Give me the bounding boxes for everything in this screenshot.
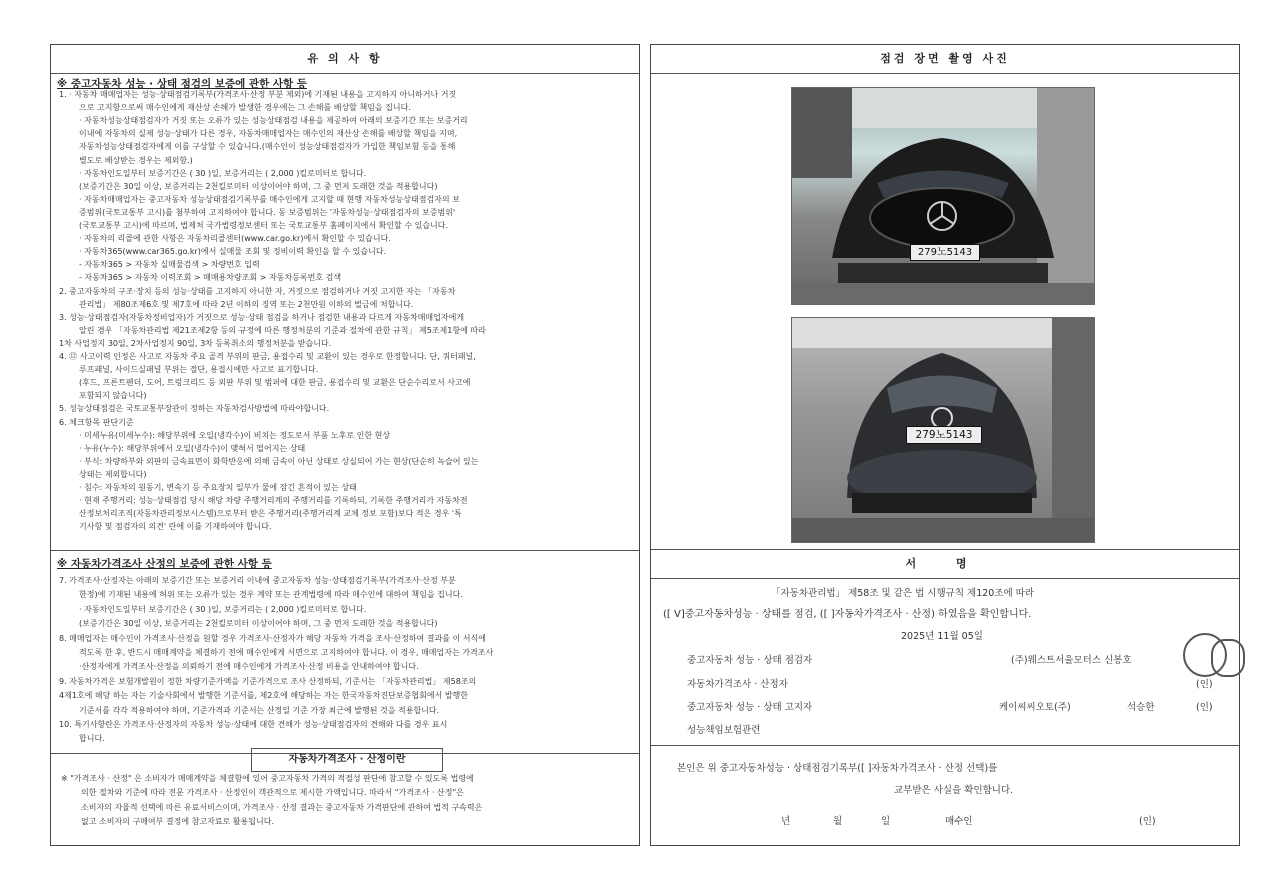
text-line: 기사항 및 점검자의 의견' 란에 이를 기재하여야 합니다. [79,522,272,532]
text-line: 5. 성능상태점검은 국토교통부장관이 정하는 자동차검사방법에 따라야합니다. [59,404,330,414]
law-reference: 「자동차관리법」 제58조 및 같은 법 시행규칙 제120조에 따라 [771,588,1035,599]
notice-header: 유 의 사 항 [51,45,639,74]
text-line: · 자동차인도일부터 보증기간은 ( 30 )일, 보증거리는 ( 2,000 )킬로미터로 합니다. [79,168,367,178]
text-line: · 누유(누수): 해당부위에서 오일(냉각수)이 맺혀서 떨어지는 상태 [79,443,306,453]
notifier-label: 중고자동차 성능 · 상태 고지자 [687,702,813,713]
text-line: 3. 성능·상태점검자(자동차정비업자)가 거짓으로 성능·상태 점검을 하거나 점검한 내용과 다르게 자동차매매업자에게 [59,312,465,322]
text-line: (후드, 프론트펜더, 도어, 트렁크리드 등 외판 부위 및 범퍼에 대한 판금, 용접수리 및 교환은 단순수리로서 사고에 [79,378,471,388]
front-inspection-photo [791,87,1095,305]
front-license-plate: 279노5143 [910,244,980,261]
appraiser-label: 자동차가격조사 · 산정자 [687,679,788,690]
text-line: · 자동차의 리콜에 관한 사항은 자동차리콜센터(www.car.go.kr)에서 확인할 수 있습니다. [79,234,391,244]
rear-license-plate: 279노5143 [906,426,982,444]
text-line: 이내에 자동차의 실제 성능·상태가 다른 경우, 자동차매매업자는 매수인의 재산상 손해를 배상할 책임을 지며, [79,129,458,139]
text-line: ※ "가격조사 · 산정" 은 소비자가 매매계약을 체결함에 있어 중고자동차 가격의 적절성 판단에 참고할 수 있도록 법령에 [61,774,474,783]
company-seal-icon [1211,639,1245,677]
text-line: 4. ⑫ 사고이력 인정은 사고로 자동차 주요 골격 부위의 판금, 용접수리 및 교환이 있는 경우로 한정합니다. 단, 쿼터패널, [59,352,476,361]
text-line: · 미세누유(미세누수): 해당부위에 오일(냉각수)이 비치는 정도로서 부품 노후로 인한 현상 [79,430,391,440]
text-line: 으로 고지함으로써 매수인에게 재산상 손해가 발생한 경우에는 그 손해를 배상할 책임을 집니다. [79,103,411,113]
text-line: (보증기간은 30일 이상, 보증거리는 2천킬로미터 이상이어야 하며, 그 중 먼저 도래한 것을 적용합니다) [79,619,438,629]
inspector-label: 중고자동차 성능 · 상태 점검자 [687,655,813,666]
text-line: 자동차성능상태점검자에게 이를 구상할 수 있습니다.(매수인이 성능상태점검자가 가입한 책임보험 등을 통해 [79,142,456,152]
text-line: · 자동차매매업자는 중고자동차 성능상태점검기록부를 매수인에게 고지할 때 현행 자동차성능상태점검자의 보 [79,194,460,204]
text-line: · 자동차성능상태점검자가 거짓 또는 오류가 있는 성능상태점검 내용을 제공하여 아래의 보증기간 또는 보증거리 [79,116,468,126]
text-line: 없고 소비자의 구매여부 결정에 참고자료로 활용됩니다. [81,816,274,826]
inspector-name: (주)웨스트서울모터스 신봉호 [1011,655,1132,666]
text-line: 9. 자동차가격은 보험개발원이 정한 차량기준가액을 기준가격으로 조사 산정하되, 기준서는 「자동차관리법」 제58조의 [59,676,477,686]
text-line: 1. · 자동차 매매업자는 성능·상태점검기록부(가격조사·산정 부분 제외)에 기재된 내용을 고지하지 아니하거나 거짓 [59,90,457,99]
appraiser-seal: (인) [1196,679,1213,690]
sign-date: 2025년 11월 05일 [901,631,983,642]
text-line: - 자동차365 > 자동차 실매물검색 > 차량번호 입력 [79,260,260,270]
text-line: 포함되지 않습니다) [79,391,147,401]
text-line: 알린 경우 「자동차관리법 제21조제2항 등의 규정에 따른 행정처분의 기준과 절차에 관한 규칙」 제5조제1항에 따라 [79,325,486,335]
buyer-label: 매수인 [945,816,973,827]
text-line: 8. 매매업자는 매수인이 가격조사·산정을 원할 경우 가격조사·산정자가 해당 자동차 가격을 조사·산정하여 결과를 이 서식에 [59,633,486,643]
receipt-year: 년 [781,816,791,827]
notifier-company: 케이씨씨오토(주) [999,702,1071,713]
text-line: 별도로 배상받는 경우는 제외함.) [79,155,193,165]
text-line: 상태는 제외합니다) [79,469,147,479]
text-line: 증범위(국토교통부 고시)를 첨부하여 고지하여야 합니다. 동 보증범위는 '자동차성능·상태점검자의 보증범위' [79,207,456,217]
inspection-warranty-title: ※ 중고자동차 성능 · 상태 점검의 보증에 관한 사항 등 [57,78,307,90]
price-appraisal-box-title: 자동차가격조사 · 산정이란 [251,748,443,772]
text-line: · 부식: 차량하부와 외판의 금속표면이 화학반응에 의해 금속이 아닌 상태로 상실되어 가는 현상(단순히 녹슬어 있는 [79,456,479,466]
rear-inspection-photo [791,317,1095,543]
notifier-seal: (인) [1196,702,1213,713]
text-line: 6. 체크항목 판단기준 [59,417,134,427]
text-line: · 현재 주행거리: 성능·상태점검 당시 해당 차량 주행거리계의 주행거리를 기록하되, 기록한 주행거리가 자동차전 [79,496,468,506]
receipt-day: 일 [881,816,891,827]
text-line: 소비자의 자율적 선택에 따른 유료서비스이며, 가격조사 · 산정 결과는 중고자동차 가격판단에 관하여 법적 구속력은 [81,802,483,812]
photo-header: 점검 장면 촬영 사진 [651,45,1239,74]
text-line: 2. 중고자동차의 구조·장치 등의 성능·상태를 고지하지 아니한 자, 거짓으로 점검하거나 거짓 고지한 자는 「자동차 [59,286,456,296]
text-line: 4제1호에 해당 하는 자는 기술사회에서 발행한 기준서를, 제2호에 해당하는 자는 한국자동차진단보증협회에서 발행한 [59,691,468,701]
text-line: (보증기간은 30일 이상, 보증거리는 2천킬로미터 이상이어야 하며, 그 중 먼저 도래한 것을 적용합니다) [79,181,438,191]
price-warranty-title: ※ 자동차가격조사 산정의 보증에 관한 사항 등 [57,558,272,570]
text-line: 의한 절차와 기준에 따라 전문 가격조사 · 산정인이 객관적으로 제시한 가액입니다. 따라서 "가격조사 · 산정"은 [81,788,464,798]
text-line: · 침수: 자동차의 원동기, 변속기 등 주요장치 일부가 물에 잠긴 흔적이 있는 상태 [79,483,357,492]
notifier-person: 석승한 [1127,702,1155,713]
text-line: 1차 사업정지 30일, 2차사업정지 90일, 3차 등록취소의 행정처분을 받습니다. [59,338,332,348]
receipt-statement-1: 본인은 위 중고자동차성능 · 상태점검기록부([ ]자동차가격조사 · 산정 선택)를 [677,763,998,774]
text-line: · 자동차365(www.car365.go.kr)에서 실매물 조회 및 정비이력 확인을 할 수 있습니다. [79,247,387,257]
receipt-statement-2: 교부받은 사실을 확인합니다. [894,785,1014,796]
text-line: 7. 가격조사·산정자는 아래의 보증기간 또는 보증거리 이내에 중고자동차 성능·상태점검기록부(가격조사·산정 부분 [59,576,456,585]
insurance-label: 성능책임보험관련 [687,725,761,736]
inspection-confirm: ([ V]중고자동차성능 · 상태를 점검, ([ ]자동차가격조사 · 산정) 하였음을 확인합니다. [663,609,1032,620]
text-line: 관리법」 제80조제6호 및 제7호에 따라 2년 이하의 징역 또는 2천만원 이하의 벌금에 처합니다. [79,299,414,309]
notice-panel [50,44,640,846]
text-line: 적도록 한 후, 반드시 매매계약을 체결하기 전에 매수인에게 서면으로 고지하여야 합니다. 이 경우, 매매업자는 가격조사 [79,648,494,657]
text-line: 10. 특기사항란은 가격조사·산정자의 자동차 성능·상태에 대한 견해가 성능·상태점검자의 견해와 다를 경우 표시 [59,720,448,729]
text-line: 산정보처리조직(자동차관리정보시스템)으로부터 받은 주행거리(주행거리계 교체 정보 포함)보다 적은 경우 '특 [79,509,462,519]
buyer-seal: (인) [1139,816,1156,827]
text-line: 합니다. [79,734,105,744]
text-line: ·산정자에게 가격조사·산정을 의뢰하기 전에 매수인에게 가격조사·산정 비용을 안내하여야 합니다. [79,662,419,672]
text-line: - 자동차365 > 자동차 이력조회 > 매매용차량조회 > 자동차등록번호 검색 [79,273,342,283]
receipt-month: 월 [833,816,843,827]
text-line: (국토교통부 고시)에 따르며, 법제처 국가법령정보센터 또는 국토교통부 홈페이지에서 확인할 수 있습니다. [79,221,449,230]
signature-header: 서 명 [651,550,1239,579]
photo-sign-panel [650,44,1240,846]
text-line: 기준서를 각각 적용하여야 하며, 기준가격과 기준서는 산정일 기준 가장 최근에 발행된 것을 적용합니다. [79,705,440,715]
text-line: 한정)에 기재된 내용에 허위 또는 오류가 있는 경우 계약 또는 관계법령에 따라 매수인에 대하여 책임을 집니다. [79,590,463,600]
text-line: · 자동차인도일부터 보증기간은 ( 30 )일, 보증거리는 ( 2,000 )킬로미터로 합니다. [79,604,367,614]
text-line: 루프패널, 사이드실패널 부위는 절단, 용접시에만 사고로 표기합니다. [79,365,319,375]
